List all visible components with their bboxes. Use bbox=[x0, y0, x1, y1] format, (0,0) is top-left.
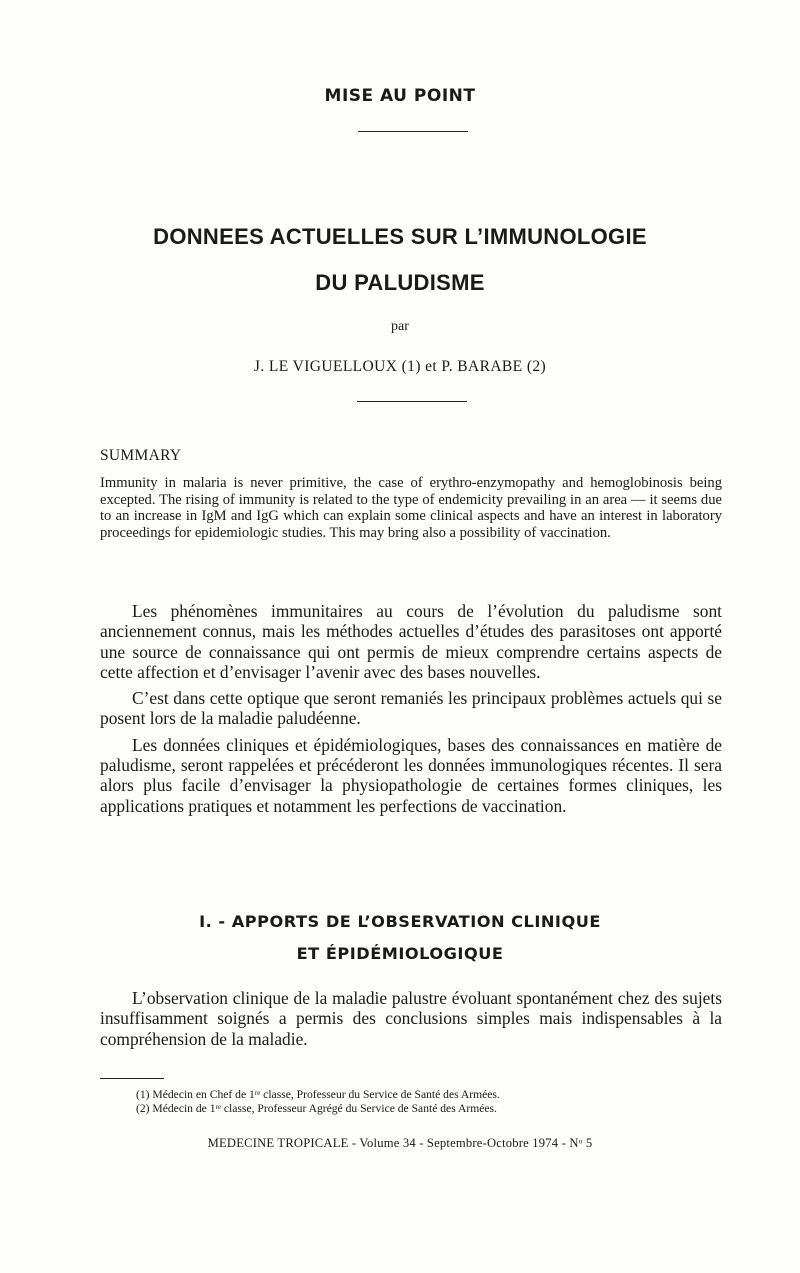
article-title-line1: DONNEES ACTUELLES SUR L’IMMUNOLOGIE bbox=[153, 224, 647, 249]
footnote-2: (2) Médecin de 1ʳᵉ classe, Professeur Agrégé du Service de Santé des Armées. bbox=[136, 1102, 497, 1115]
rubric-heading: MISE AU POINT bbox=[324, 86, 476, 106]
footnote-divider bbox=[100, 1078, 164, 1079]
intro-paragraph: Les données cliniques et épidémiologiques, bases des connaissances en matière de paludisme, seront rappelées et précéderont les données immunologiques récentes. Il sera alors plus facile d’envisager la physiopathologie de certaines formes cliniques, les applications pratiques et notamment les perfections de vaccination. bbox=[100, 734, 722, 816]
intro-body bbox=[100, 601, 722, 822]
summary-text: Immunity in malaria is never primitive, the case of erythro-enzymopathy and hemoglobinosis being excepted. The rising of immunity is related to the type of endemicity prevailing in an area — it seems due to an increase in IgM and IgG which can explain some clinical aspects and have an interest in laboratory proceedings for epidemiologic studies. This may bring also a possibility of vaccination. bbox=[100, 475, 722, 541]
section-heading-line1: I. - APPORTS DE L’OBSERVATION CLINIQUE bbox=[199, 912, 601, 931]
footnote-1: (1) Médecin en Chef de 1ʳᵉ classe, Professeur du Service de Santé des Armées. bbox=[136, 1088, 500, 1101]
authors-divider bbox=[357, 401, 467, 402]
intro-paragraph: C’est dans cette optique que seront remaniés les principaux problèmes actuels qui se posent lors de la maladie paludéenne. bbox=[100, 688, 722, 729]
authors-line: J. LE VIGUELLOUX (1) et P. BARABE (2) bbox=[253, 358, 547, 375]
summary-label: SUMMARY bbox=[100, 447, 182, 464]
intro-paragraph: Les phénomènes immunitaires au cours de l’évolution du paludisme sont anciennement connus, mais les méthodes actuelles d’études des parasitoses ont apporté une source de connaissance qui ont permis de mieux comprendre certains aspects de cette affection et d’envisager l’avenir avec des bases nouvelles. bbox=[100, 601, 722, 682]
by-label: par bbox=[391, 319, 409, 334]
article-title-line2: DU PALUDISME bbox=[315, 270, 485, 295]
section-heading-line2: ET ÉPIDÉMIOLOGIQUE bbox=[296, 944, 504, 963]
footnotes bbox=[136, 1088, 736, 1116]
section1-paragraph: L’observation clinique de la maladie palustre évoluant spontanément chez des sujets insuffisamment soignés a permis des conclusions simples mais indispensables à la compréhension de la maladie. bbox=[100, 988, 722, 1049]
journal-citation: MEDECINE TROPICALE - Volume 34 - Septembre-Octobre 1974 - Nᵒ 5 bbox=[207, 1136, 593, 1150]
rubric-divider bbox=[358, 131, 468, 132]
section1-body bbox=[100, 988, 722, 1055]
